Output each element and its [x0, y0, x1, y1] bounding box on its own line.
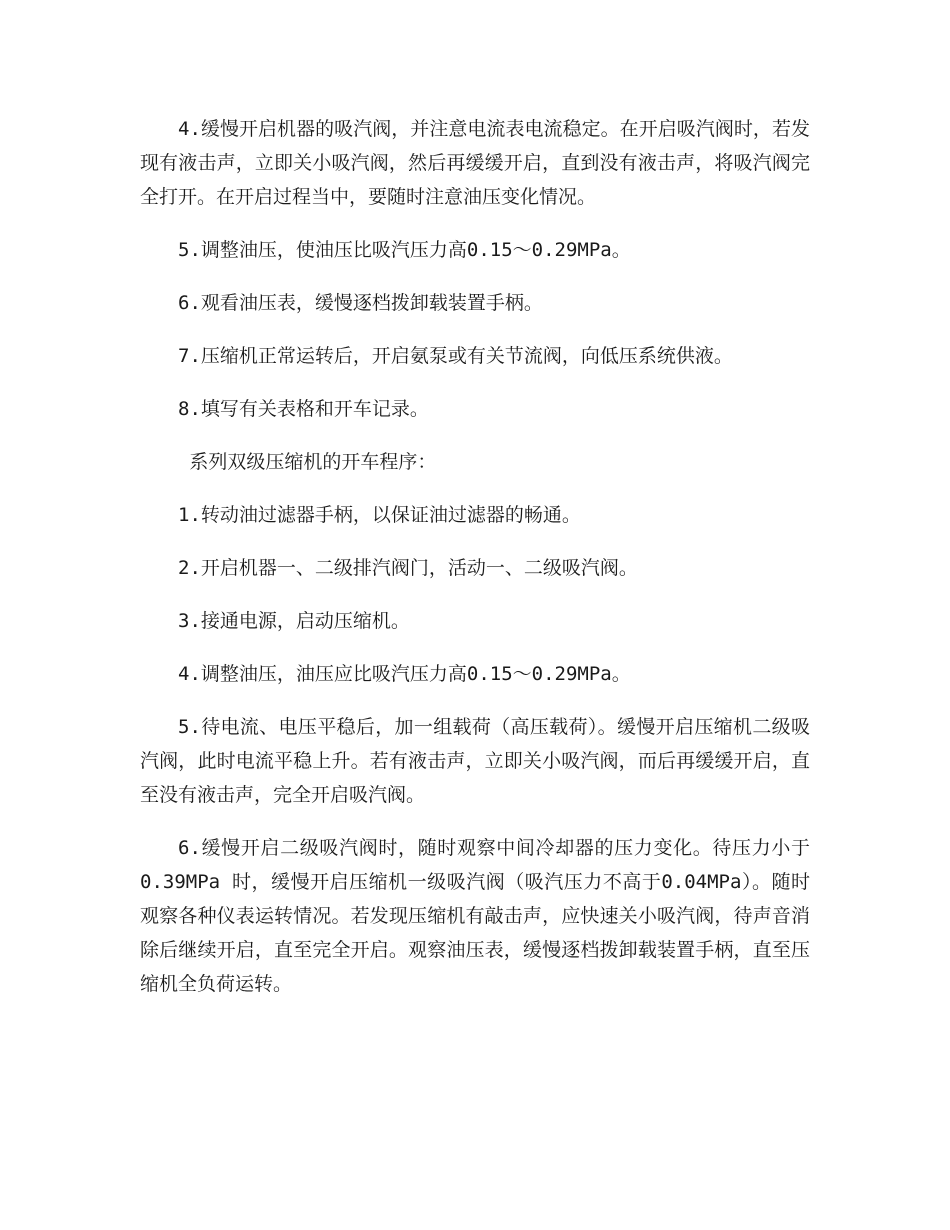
paragraph-step-5-adjust-oil-pressure: 5.调整油压，使油压比吸汽压力高0.15～0.29MPa。 [178, 239, 631, 261]
paragraph-two-stage-step-3: 3.接通电源，启动压缩机。 [178, 610, 410, 632]
paragraph-two-stage-step-5: 5.待电流、电压平稳后，加一组载荷（高压载荷）。缓慢开启压缩机二级吸汽阀，此时电流平稳上升。若有液击声，立即关小吸汽阀，而后再缓缓开启，直至没有液击声，完全开启吸汽阀。 [140, 716, 810, 806]
paragraph-two-stage-step-1: 1.转动油过滤器手柄，以保证油过滤器的畅通。 [178, 504, 581, 526]
paragraph-two-stage-step-2: 2.开启机器一、二级排汽阀门，活动一、二级吸汽阀。 [178, 557, 638, 579]
paragraph-step-8-records: 8.填写有关表格和开车记录。 [178, 398, 429, 420]
section-heading-two-stage-startup: 系列双级压缩机的开车程序： [189, 451, 437, 473]
paragraph-step-6-unloader-handle: 6.观看油压表，缓慢逐档拨卸载装置手柄。 [178, 292, 543, 314]
paragraph-step-7-supply-liquid: 7.压缩机正常运转后，开启氨泵或有关节流阀，向低压系统供液。 [178, 345, 733, 367]
document-body [140, 112, 810, 1020]
paragraph-step-4-open-suction-valve: 4.缓慢开启机器的吸汽阀，并注意电流表电流稳定。在开启吸汽阀时，若发现有液击声，立即关小吸汽阀，然后再缓缓开启，直到没有液击声，将吸汽阀完全打开。在开启过程当中，要随时注意油压变化情况。 [140, 118, 810, 208]
paragraph-two-stage-step-6: 6.缓慢开启二级吸汽阀时，随时观察中间冷却器的压力变化。待压力小于0.39MPa 时，缓慢开启压缩机一级吸汽阀（吸汽压力不高于0.04MPa）。随时观察各种仪表运转情况。若发现压缩机有敲击声，应快速关小吸汽阀，待声音消除后继续开启，直至完全开启。观察油压表，缓慢逐档拨卸载装置手柄，直至压缩机全负荷运转。 [140, 837, 810, 995]
paragraph-two-stage-step-4: 4.调整油压，油压应比吸汽压力高0.15～0.29MPa。 [178, 663, 631, 685]
